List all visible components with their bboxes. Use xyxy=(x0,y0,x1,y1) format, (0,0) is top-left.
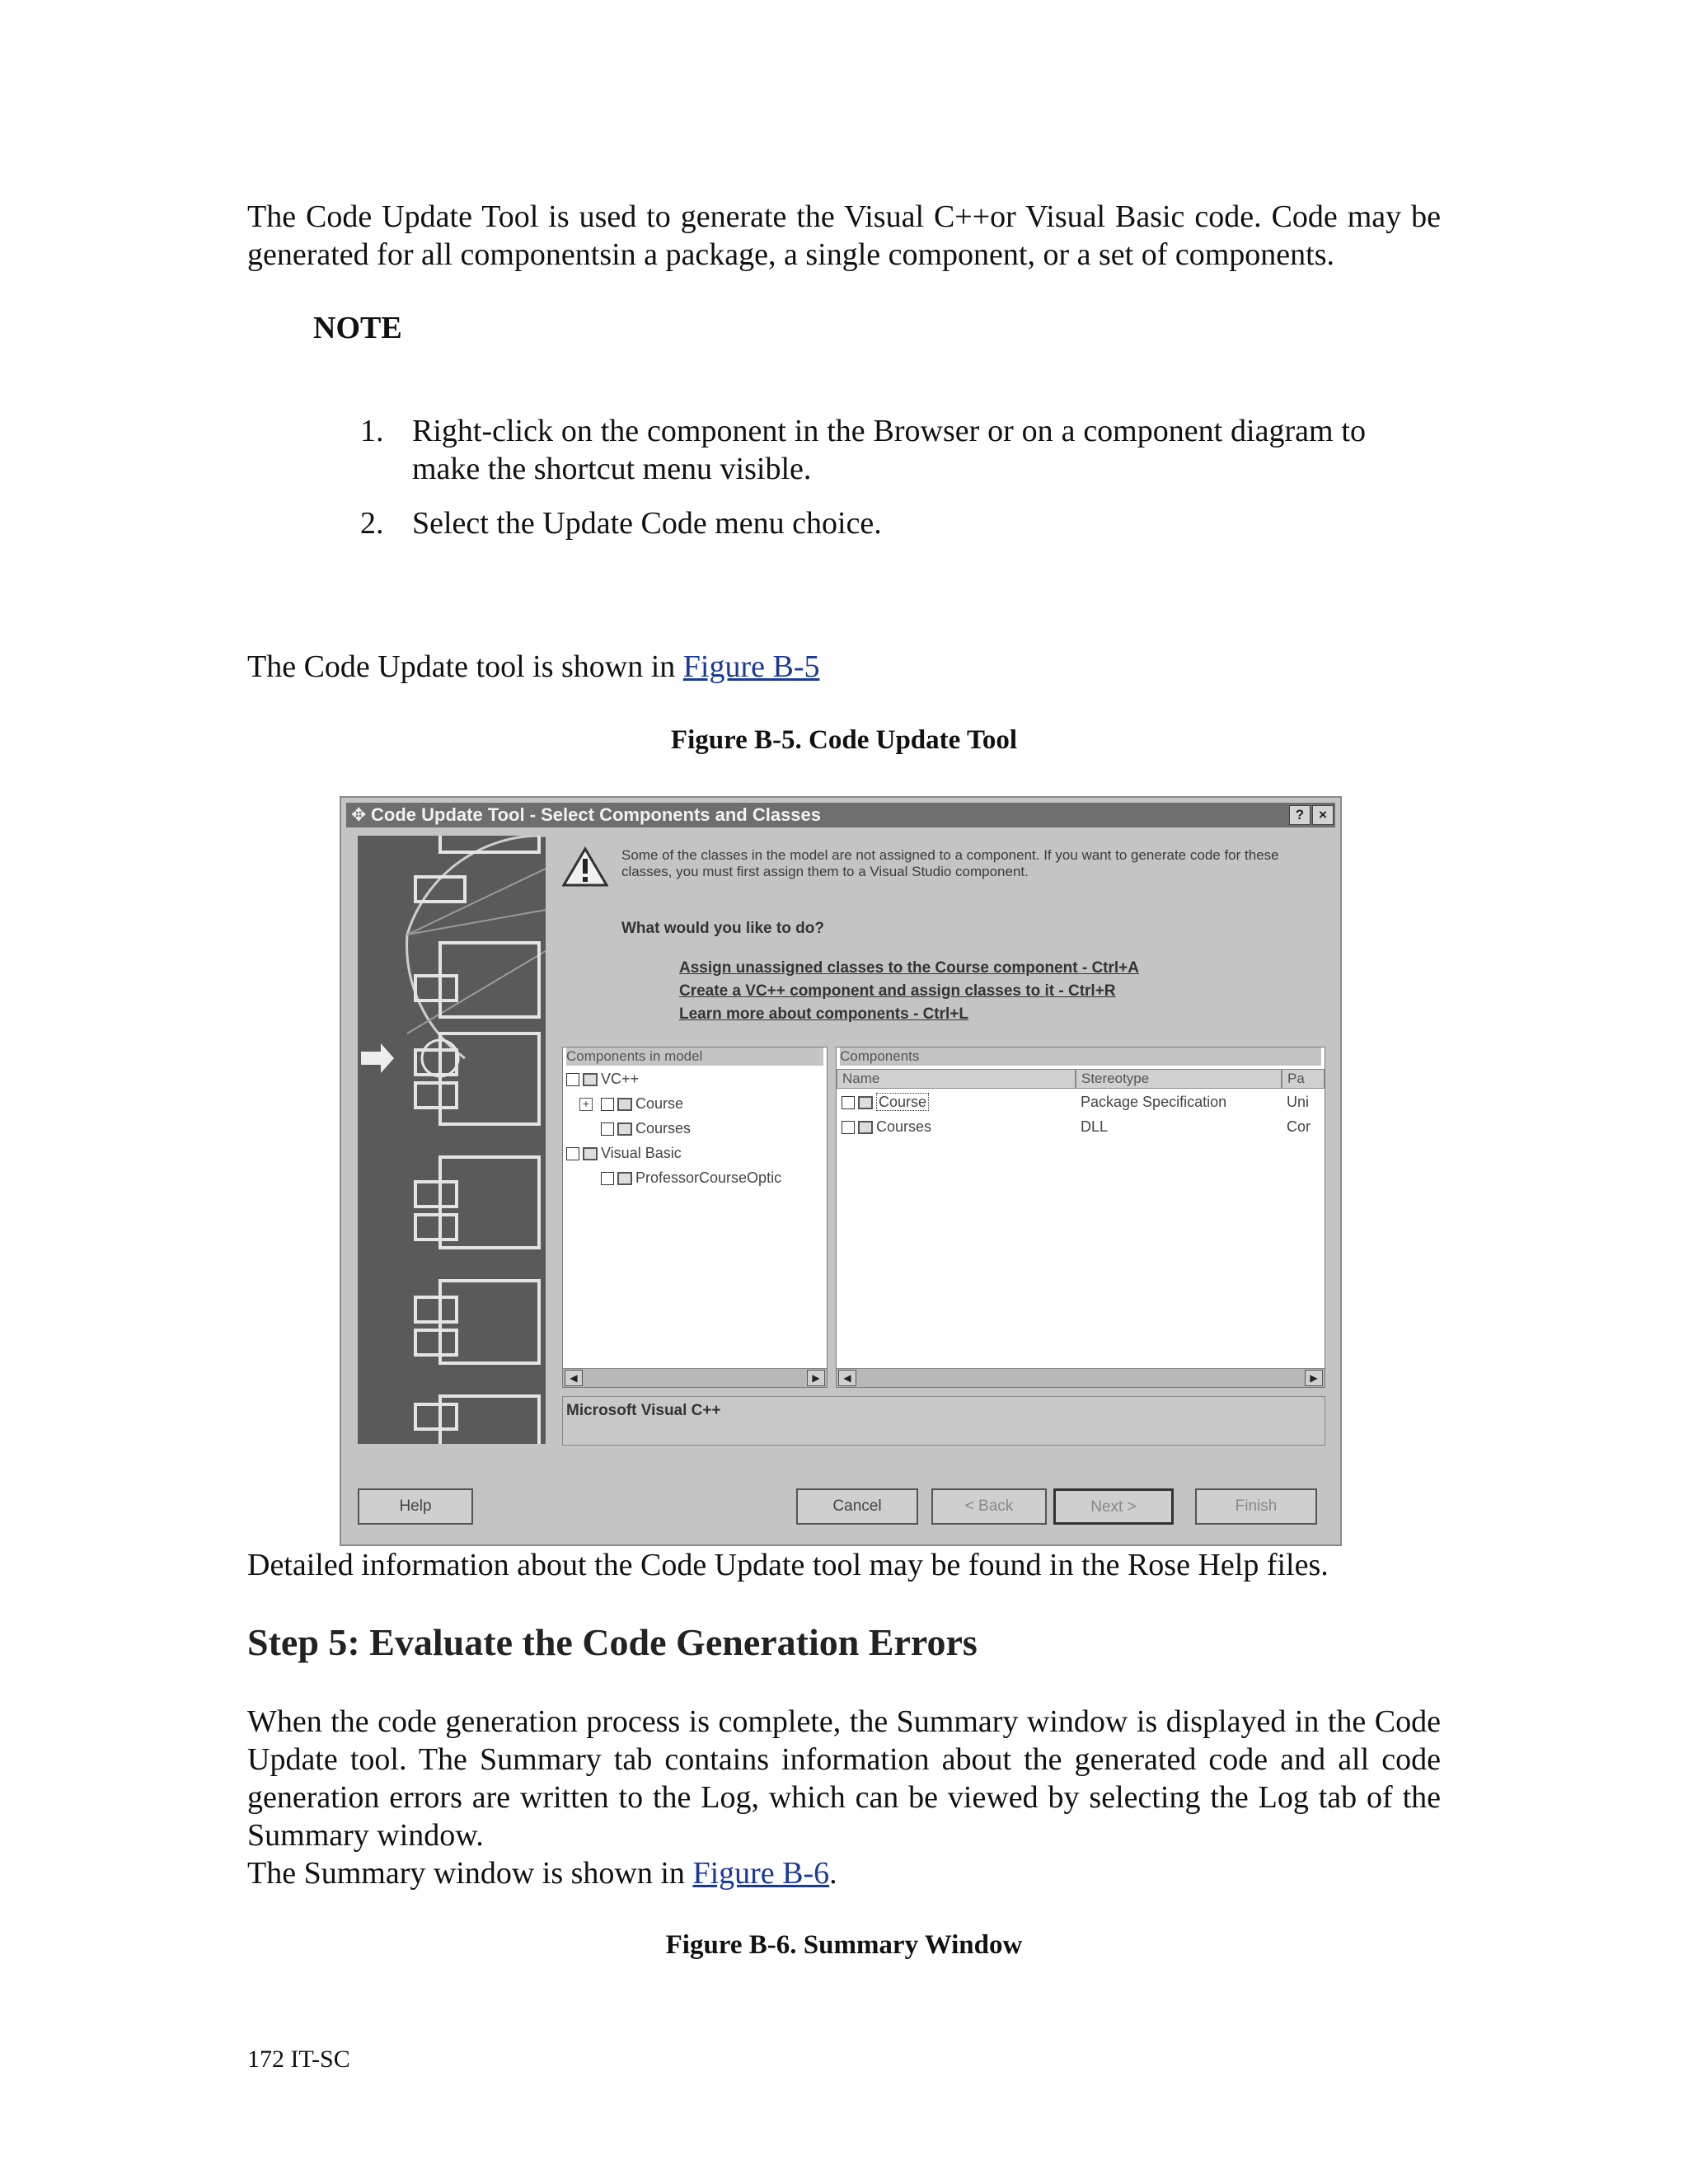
component-icon xyxy=(858,1096,873,1109)
figure-b5-link[interactable]: Figure B-5 xyxy=(682,649,820,684)
table-row[interactable] xyxy=(842,1117,1072,1137)
scroll-left-icon[interactable]: ◀ xyxy=(565,1370,583,1386)
components-header: Components xyxy=(840,1047,1321,1066)
help-title-button[interactable]: ? xyxy=(1289,805,1311,825)
reference-suffix: . xyxy=(829,1856,837,1891)
cell-stereotype: DLL xyxy=(1081,1118,1109,1135)
tree-item-vcpp[interactable] xyxy=(566,1069,639,1089)
tree-label: Course xyxy=(635,1095,684,1112)
tree-label: Courses xyxy=(635,1120,692,1137)
reference-prefix: The Code Update tool is shown in xyxy=(247,649,683,684)
finish-button[interactable]: Finish xyxy=(1195,1488,1317,1525)
column-header-package[interactable]: Pa xyxy=(1282,1069,1325,1089)
list-item xyxy=(360,504,1366,542)
column-header-stereotype[interactable]: Stereotype xyxy=(1076,1069,1282,1089)
list-text: Right-click on the component in the Browser or on a component diagram to make the shortcut menu visible. xyxy=(412,414,1366,486)
components-in-model-panel xyxy=(562,1047,828,1388)
cell-stereotype: Package Specification xyxy=(1081,1094,1227,1110)
warning-message: Some of the classes in the model are not assigned to a component. If you want to generate code for these classes, you must first assign them to a Visual Studio component. xyxy=(621,847,1279,879)
figure-reference-paragraph xyxy=(247,648,1441,686)
components-panel xyxy=(836,1047,1325,1388)
list-number: 2. xyxy=(360,506,384,541)
scroll-right-icon[interactable]: ▶ xyxy=(1305,1370,1323,1386)
figure-b5-caption: Figure B-5. Code Update Tool xyxy=(670,725,1018,755)
warning-icon xyxy=(562,846,608,888)
code-update-tool-screenshot xyxy=(340,796,1342,1546)
back-button[interactable]: < Back xyxy=(931,1488,1047,1525)
cancel-button[interactable]: Cancel xyxy=(796,1488,918,1525)
cell-name: Courses xyxy=(876,1118,932,1135)
table-row[interactable] xyxy=(842,1092,1072,1112)
component-icon xyxy=(617,1098,632,1111)
vb-icon xyxy=(583,1147,598,1160)
checkbox[interactable] xyxy=(566,1073,579,1086)
note-label: NOTE xyxy=(313,311,402,345)
component-icon xyxy=(617,1122,632,1136)
cell-package: Uni xyxy=(1287,1094,1310,1110)
dialog-title: Code Update Tool - Select Components and Classes xyxy=(371,804,822,825)
next-button[interactable]: Next > xyxy=(1053,1488,1174,1525)
checkbox[interactable] xyxy=(566,1147,579,1160)
tree-item-course[interactable] xyxy=(579,1094,683,1113)
intro-paragraph: The Code Update Tool is used to generate the Visual C++or Visual Basic code. Code may be generated for all componentsin a package, a single component, or a set of components. xyxy=(247,199,1441,272)
summary-paragraph: When the code generation process is complete, the Summary window is displayed in the Code Update tool. The Summary tab contains information about the generated code and all code generation errors are written to the Log, which can be viewed by selecting the Log tab of the Summary window. xyxy=(247,1704,1441,1853)
reference-prefix: The Summary window is shown in xyxy=(247,1856,693,1891)
tree-label: Visual Basic xyxy=(601,1145,682,1161)
dialog-titlebar xyxy=(346,803,1335,827)
tree-label: ProfessorCourseOptic xyxy=(635,1169,782,1186)
vcpp-icon xyxy=(583,1073,598,1086)
list-text: Select the Update Code menu choice. xyxy=(412,506,882,541)
checkbox[interactable] xyxy=(842,1096,855,1109)
checkbox[interactable] xyxy=(601,1172,614,1185)
tree-label: VC++ xyxy=(601,1071,640,1087)
scroll-left-icon[interactable]: ◀ xyxy=(838,1370,856,1386)
figure-b6-caption: Figure B-6. Summary Window xyxy=(665,1930,1023,1960)
component-icon xyxy=(617,1172,632,1185)
left-horizontal-scrollbar[interactable] xyxy=(563,1368,827,1387)
checkbox[interactable] xyxy=(601,1122,614,1136)
learn-more-link[interactable]: Learn more about components - Ctrl+L xyxy=(679,1005,969,1023)
wizard-side-graphic xyxy=(358,836,546,1444)
app-icon: ✥ xyxy=(351,804,367,825)
column-header-name[interactable]: Name xyxy=(837,1069,1076,1089)
create-component-link[interactable]: Create a VC++ component and assign classes to it - Ctrl+R xyxy=(679,982,1116,1000)
close-title-button[interactable]: × xyxy=(1312,805,1334,825)
scroll-right-icon[interactable]: ▶ xyxy=(807,1370,825,1386)
tree-item-professor-course-options[interactable] xyxy=(601,1168,781,1188)
component-icon xyxy=(858,1121,873,1134)
figure-b6-link[interactable]: Figure B-6 xyxy=(692,1856,830,1891)
components-in-model-header: Components in model xyxy=(566,1047,823,1066)
tree-item-courses[interactable] xyxy=(601,1118,691,1138)
page-footer: 172 IT-SC xyxy=(247,2046,350,2073)
list-number: 1. xyxy=(360,414,384,448)
language-status-box: Microsoft Visual C++ xyxy=(562,1396,1325,1446)
cell-package: Cor xyxy=(1287,1118,1311,1135)
list-item xyxy=(360,412,1366,488)
checkbox[interactable] xyxy=(601,1098,614,1111)
checkbox[interactable] xyxy=(842,1121,855,1134)
section-heading: Step 5: Evaluate the Code Generation Errors xyxy=(247,1621,978,1663)
expand-icon[interactable]: + xyxy=(579,1098,593,1111)
help-button[interactable]: Help xyxy=(358,1488,473,1525)
question-label: What would you like to do? xyxy=(621,920,824,937)
cell-name: Course xyxy=(876,1093,929,1111)
summary-reference-paragraph xyxy=(247,1854,1441,1892)
tree-item-visual-basic[interactable] xyxy=(566,1143,682,1163)
after-figure-paragraph: Detailed information about the Code Update tool may be found in the Rose Help files. xyxy=(247,1548,1329,1582)
right-horizontal-scrollbar[interactable] xyxy=(837,1368,1325,1387)
assign-classes-link[interactable]: Assign unassigned classes to the Course component - Ctrl+A xyxy=(679,959,1139,977)
